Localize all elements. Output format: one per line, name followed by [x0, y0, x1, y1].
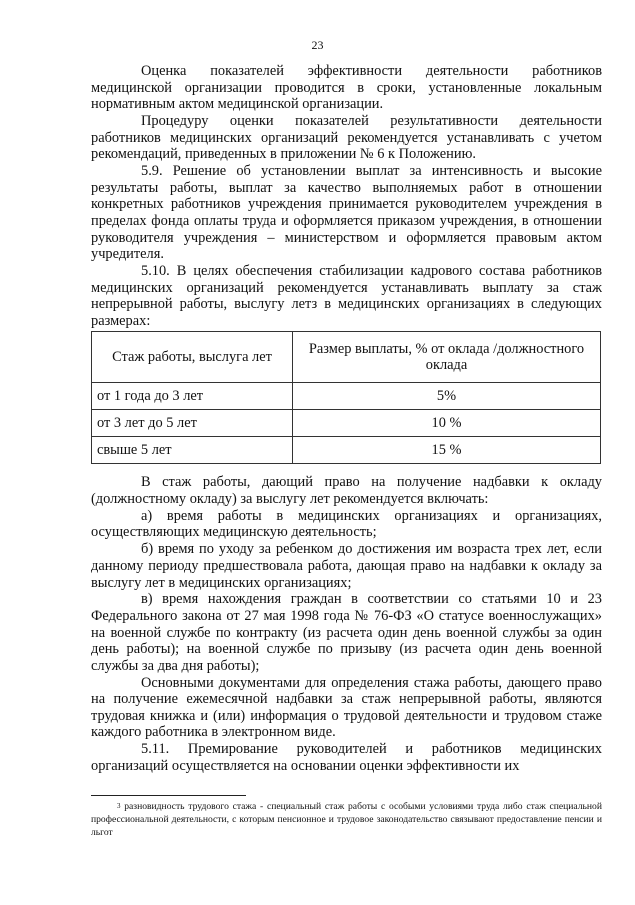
paragraph: Основными документами для определения стажа работы, дающего право на получение ежемесячной надбавки за стаж непрерывной работы, являются трудовая книжка и (или) информация о трудовой деятельности и трудовом стаже каждого работника в электронном виде. — [91, 674, 602, 741]
payment-table-wrapper — [91, 331, 602, 464]
table-cell: 5% — [293, 383, 601, 410]
footnote-text: разновидность трудового стажа - специальный стаж работы с особыми условиями труда либо стаж специальной профессиональной деятельности, с которым пенсионное и трудовое законодательство связывают предоставление пенсии и льгот — [91, 801, 602, 838]
list-item: а) время работы в медицинских организациях и организациях, осуществляющих медицинскую деятельность; — [91, 507, 602, 541]
table-row — [92, 410, 601, 437]
paragraph: 5.10. В целях обеспечения стабилизации кадрового состава работников медицинских организаций рекомендуется устанавливать выплату за стаж непрерывной работы, выслугу летз в медицинских организациях в следующих размерах: — [91, 263, 602, 329]
list-item: в) время нахождения граждан в соответствии со статьями 10 и 23 Федерального закона от 27 мая 1998 года № 76-ФЗ «О статусе военнослужащих» на военной службе по контракту (из расчета один день военной службы за один день работы); на военной службе по призыву (из расчета один день военной службы за два дня работы); — [91, 591, 602, 674]
footnote — [91, 801, 602, 839]
payment-table — [91, 331, 601, 464]
footnote-body — [91, 801, 602, 839]
paragraph: 5.9. Решение об установлении выплат за интенсивность и высокие результаты работы, выплат за качество выполняемых работ в отношении конкретных работников учреждения принимается руководителем учреждения в пределах фонда оплаты труда и оформляется приказом учреждения, в отношении руководителя учреждения – министерством и оформляется правовым актом учредителя. — [91, 163, 602, 263]
table-header-cell: Размер выплаты, % от оклада /должностного оклада — [293, 332, 601, 383]
table-cell: 15 % — [293, 437, 601, 464]
table-row — [92, 437, 601, 464]
table-row — [92, 383, 601, 410]
table-cell: свыше 5 лет — [92, 437, 293, 464]
footnote-marker: 3 — [117, 802, 121, 810]
table-cell: от 1 года до 3 лет — [92, 383, 293, 410]
paragraph: Оценка показателей эффективности деятельности работников медицинской организации проводится в сроки, установленные локальным нормативным актом медицинской организации. — [91, 63, 602, 113]
list-item: б) время по уходу за ребенком до достижения им возраста трех лет, если данному периоду предшествовала работа, дающая право на надбавки к окладу за выслугу лет в медицинских организациях; — [91, 541, 602, 591]
paragraph: 5.11. Премирование руководителей и работников медицинских организаций осуществляется на основании оценки эффективности их — [91, 741, 602, 774]
table-header-cell: Стаж работы, выслуга лет — [92, 332, 293, 383]
paragraph: Процедуру оценки показателей результативности деятельности работников медицинских организаций рекомендуется устанавливать с учетом рекомендаций, приведенных в приложении № 6 к Положению. — [91, 113, 602, 163]
table-cell: 10 % — [293, 410, 601, 437]
document-body — [91, 63, 602, 775]
footnote-separator — [91, 795, 246, 796]
paragraph: В стаж работы, дающий право на получение надбавки к окладу (должностному окладу) за выслугу лет рекомендуется включать: — [91, 474, 602, 507]
table-header-row — [92, 332, 601, 383]
page-number: 23 — [311, 38, 324, 52]
table-cell: от 3 лет до 5 лет — [92, 410, 293, 437]
